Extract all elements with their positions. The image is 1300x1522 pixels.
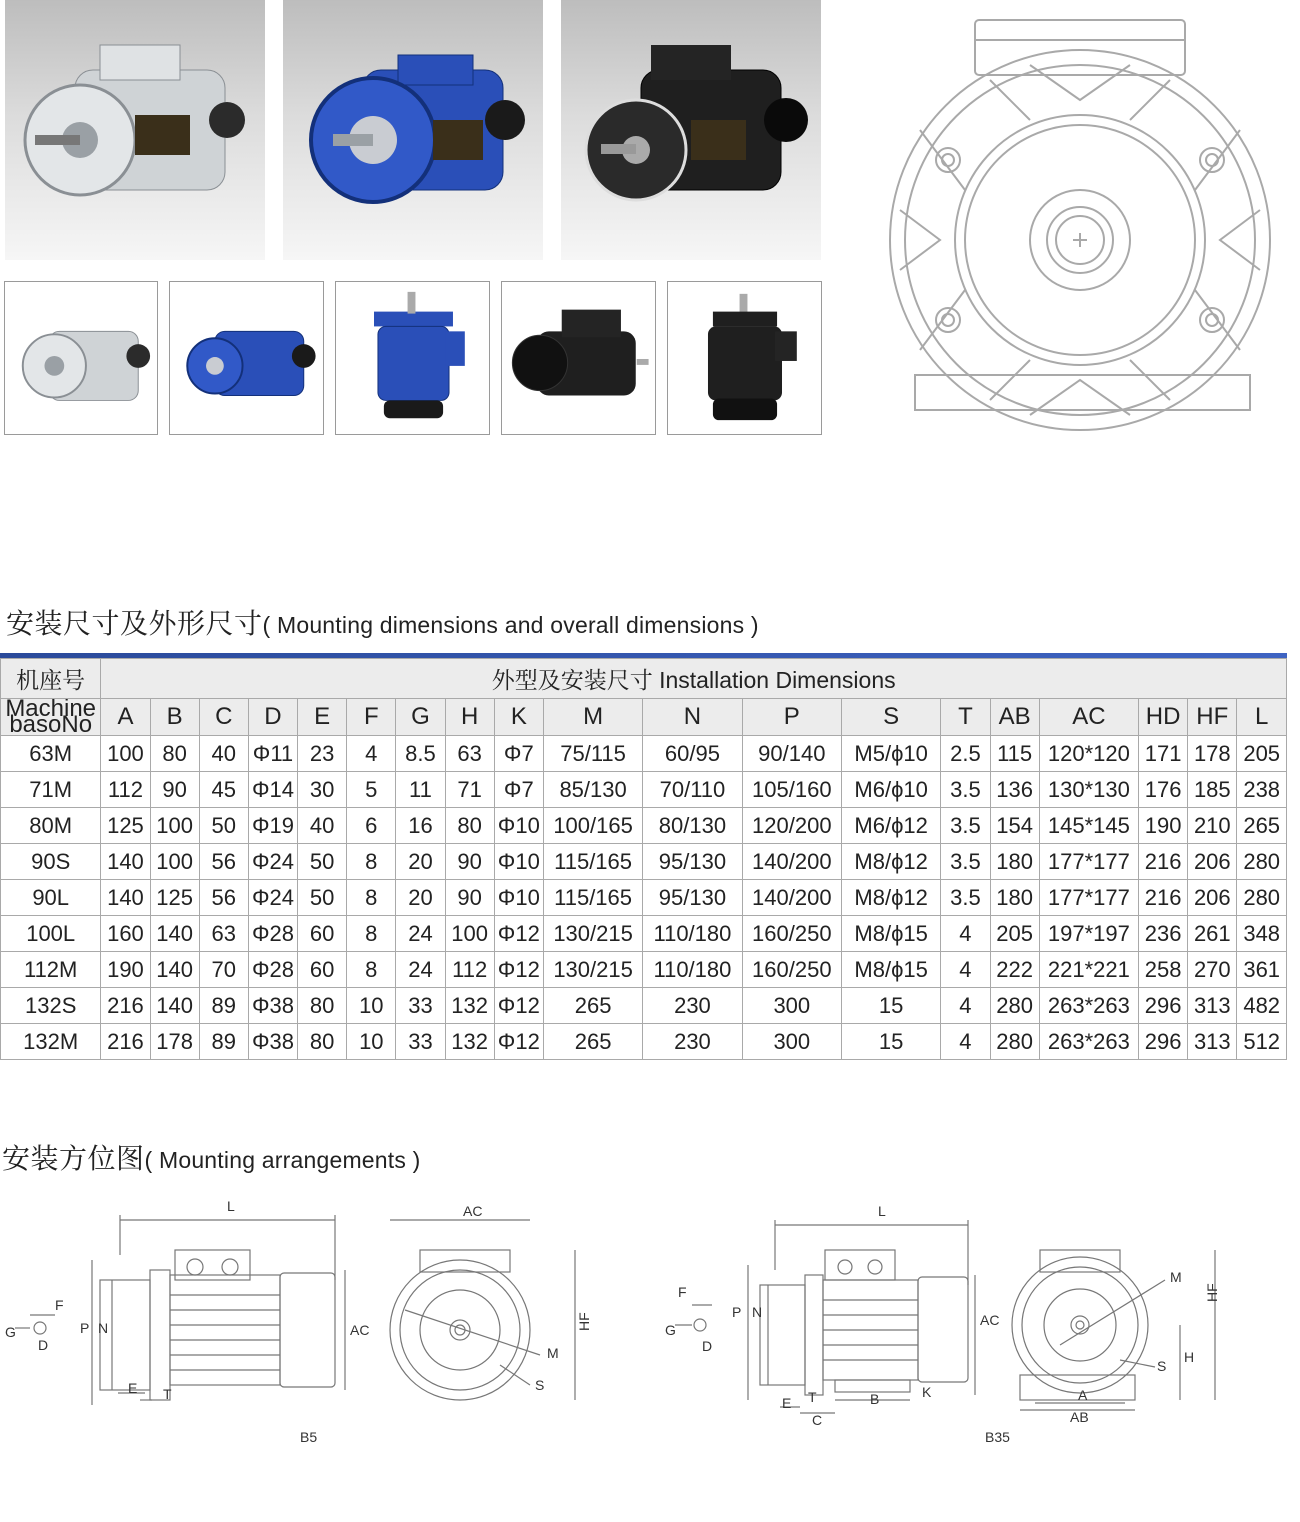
motor-thumb-4 [501,281,656,435]
dimension-cell: 11 [396,772,445,808]
dimension-cell: 482 [1237,988,1287,1024]
dimension-cell: 100 [445,916,494,952]
dimension-cell: 24 [396,916,445,952]
dimension-cell: Φ12 [494,988,543,1024]
dimension-cell: 8 [347,952,396,988]
dimension-cell: 180 [990,880,1039,916]
arrangements-title-cn: 安装方位图 [2,1143,145,1174]
machine-frame-cell: 90S [1,844,101,880]
dimension-cell: 216 [1139,880,1188,916]
dimension-cell: Φ12 [494,952,543,988]
dimension-cell: 90 [445,880,494,916]
dimension-cell: 140/200 [742,880,841,916]
dimension-cell: 160 [101,916,150,952]
blue-motor-image [283,0,543,260]
b35-caption: B35 [985,1429,1010,1445]
dimension-cell: Φ12 [494,916,543,952]
blue-motor-thumb-image [170,282,323,434]
dimension-cell: Φ10 [494,880,543,916]
dimension-cell: 110/180 [643,916,742,952]
table-row [1,952,1287,988]
dimension-cell: 177*177 [1039,880,1138,916]
column-header-f: F [347,699,396,736]
aluminium-motor-image [5,0,265,260]
b35-label-H: H [1184,1349,1195,1365]
b35-label-HF: HF [1204,1283,1220,1302]
column-header-ac: AC [1039,699,1138,736]
b35-label-F: F [678,1284,687,1300]
table-row [1,736,1287,772]
column-header-k: K [494,699,543,736]
b5-label-D: D [38,1337,49,1353]
dimension-cell: Φ12 [494,1024,543,1060]
dimension-cell: 20 [396,844,445,880]
b5-label-M: M [547,1345,559,1361]
dimension-cell: 130/215 [543,952,642,988]
spec-table [0,658,1287,1060]
b35-label-S: S [1157,1358,1167,1374]
dimension-cell: 100/165 [543,808,642,844]
dimension-cell: 33 [396,988,445,1024]
column-header-c: C [199,699,248,736]
machine-frame-cell: 71M [1,772,101,808]
dimension-cell: 348 [1237,916,1287,952]
table-row [1,844,1287,880]
machine-frame-cell: 132S [1,988,101,1024]
dimension-cell: 154 [990,808,1039,844]
dimension-cell: M8/ϕ15 [841,952,940,988]
dimension-cell: 280 [990,1024,1039,1060]
dimension-cell: 40 [199,736,248,772]
dimension-cell: 238 [1237,772,1287,808]
machine-frame-cell: 112M [1,952,101,988]
dimension-cell: 236 [1139,916,1188,952]
dimension-cell: 296 [1139,1024,1188,1060]
motor-thumb-2 [169,281,324,435]
b35-label-E: E [782,1395,792,1411]
dimension-cell: 300 [742,1024,841,1060]
dimension-cell: 120*120 [1039,736,1138,772]
column-header-n: N [643,699,742,736]
dimension-cell: Φ28 [248,916,297,952]
dimension-cell: 80 [150,736,199,772]
dimension-cell: 132 [445,1024,494,1060]
table-row [1,1024,1287,1060]
dimension-cell: 90/140 [742,736,841,772]
dimension-cell: 125 [101,808,150,844]
machine-frame-cell: 90L [1,880,101,916]
column-header-e: E [298,699,347,736]
black-motor-thumb-image [502,282,655,434]
dimension-cell: 89 [199,988,248,1024]
b35-label-AC-side: AC [980,1312,1000,1328]
dimension-cell: 171 [1139,736,1188,772]
b5-label-E: E [128,1380,138,1396]
dimension-cell: 4 [941,916,990,952]
column-header-h: H [445,699,494,736]
dimension-cell: 100 [150,844,199,880]
b5-label-F: F [55,1297,64,1313]
dimension-cell: 8 [347,844,396,880]
dimension-cell: 130/215 [543,916,642,952]
column-header-m: M [543,699,642,736]
dimension-cell: 140 [150,916,199,952]
column-header-hd: HD [1139,699,1188,736]
dimension-cell: 4 [347,736,396,772]
machine-frame-cell: 100L [1,916,101,952]
dimension-cell: 136 [990,772,1039,808]
dimension-cell: 50 [298,880,347,916]
b35-label-AB: AB [1070,1409,1089,1425]
dimension-cell: 177*177 [1039,844,1138,880]
dimension-cell: 216 [1139,844,1188,880]
motor-photo-3 [561,0,821,260]
b35-label-M: M [1170,1269,1182,1285]
dimension-cell: 8 [347,880,396,916]
column-header-s: S [841,699,940,736]
dimension-cell: 265 [543,1024,642,1060]
dimension-cell: Φ28 [248,952,297,988]
dimension-cell: 178 [1188,736,1237,772]
dimension-cell: 205 [990,916,1039,952]
b5-label-S: S [535,1377,545,1393]
dimension-cell: Φ38 [248,988,297,1024]
dimension-cell: 4 [941,988,990,1024]
b35-label-L: L [878,1203,886,1219]
dimension-cell: M8/ϕ15 [841,916,940,952]
dimension-cell: Φ14 [248,772,297,808]
dimension-cell: 8 [347,916,396,952]
dimension-cell: 4 [941,952,990,988]
dimension-cell: 60 [298,916,347,952]
dimension-cell: Φ11 [248,736,297,772]
dimension-cell: 258 [1139,952,1188,988]
machine-frame-cell: 63M [1,736,101,772]
dimension-cell: 8.5 [396,736,445,772]
dimension-cell: 105/160 [742,772,841,808]
dimension-cell: 120/200 [742,808,841,844]
dimension-cell: 176 [1139,772,1188,808]
column-header-row [1,699,1287,736]
b35-front-view [985,1250,1220,1445]
b5-label-N: N [98,1320,109,1336]
dimension-cell: 3.5 [941,808,990,844]
dimension-cell: 197*197 [1039,916,1138,952]
b35-label-G: G [665,1322,676,1338]
dimension-cell: 296 [1139,988,1188,1024]
motor-thumb-5 [667,281,822,435]
dimension-cell: 185 [1188,772,1237,808]
b35-label-N: N [752,1304,763,1320]
dimension-cell: Φ7 [494,772,543,808]
dimension-cell: 50 [199,808,248,844]
dimension-cell: 361 [1237,952,1287,988]
b35-label-C: C [812,1412,823,1428]
column-header-g: G [396,699,445,736]
dimension-cell: 222 [990,952,1039,988]
arrangements-title-en: ( Mounting arrangements ) [144,1147,421,1173]
dimension-cell: 3.5 [941,844,990,880]
dimension-cell: 60 [298,952,347,988]
dimension-cell: 313 [1188,988,1237,1024]
dimension-cell: 263*263 [1039,1024,1138,1060]
dimension-cell: 90 [150,772,199,808]
dimension-cell: 60/95 [643,736,742,772]
dimension-cell: 130*130 [1039,772,1138,808]
dimension-cell: 110/180 [643,952,742,988]
dimension-cell: 263*263 [1039,988,1138,1024]
dimension-cell: 56 [199,880,248,916]
dimension-cell: 90 [445,844,494,880]
dimension-cell: 6 [347,808,396,844]
dimension-cell: 140 [101,880,150,916]
motor-thumb-1 [4,281,158,435]
dimension-cell: 80 [445,808,494,844]
b5-label-G: G [5,1324,16,1340]
dimension-cell: 190 [101,952,150,988]
dimension-cell: Φ19 [248,808,297,844]
dimension-cell: 45 [199,772,248,808]
dimension-cell: 5 [347,772,396,808]
dimension-cell: 221*221 [1039,952,1138,988]
dimension-cell: 63 [199,916,248,952]
dimension-cell: 216 [101,988,150,1024]
dimension-cell: 230 [643,988,742,1024]
dimension-cell: 3.5 [941,772,990,808]
b35-label-A: A [1078,1387,1088,1403]
dimension-cell: 512 [1237,1024,1287,1060]
machine-frame-cell: 132M [1,1024,101,1060]
dimension-cell: 50 [298,844,347,880]
dimension-cell: 80 [298,1024,347,1060]
b5-front-view [300,1203,592,1445]
dimension-cell: 261 [1188,916,1237,952]
installation-dimensions-table [0,653,1287,1060]
header-machine-seat: 机座号 [1,659,101,699]
dimension-cell: 265 [1237,808,1287,844]
dimensions-title-en: ( Mounting dimensions and overall dimensions ) [262,612,759,638]
dimension-cell: 115/165 [543,844,642,880]
dimension-cell: 115/165 [543,880,642,916]
dimension-cell: 40 [298,808,347,844]
blue-vertical-motor-thumb-image [336,282,489,434]
dimension-cell: 160/250 [742,952,841,988]
b5-side-view [5,1198,369,1405]
motor-photo-1 [5,0,265,260]
dimension-cell: 56 [199,844,248,880]
dimension-cell: 95/130 [643,844,742,880]
dimension-cell: 206 [1188,880,1237,916]
dimension-cell: 10 [347,1024,396,1060]
dimension-cell: 190 [1139,808,1188,844]
b5-label-AC-side: AC [350,1322,370,1338]
b35-label-P: P [732,1304,742,1320]
dimension-cell: 85/130 [543,772,642,808]
dimension-cell: 4 [941,1024,990,1060]
dimensions-section-title [6,602,759,642]
dimension-cell: Φ24 [248,844,297,880]
motor-flange-line-drawing [880,10,1285,465]
machine-frame-cell: 80M [1,808,101,844]
b5-label-HF: HF [576,1312,592,1331]
table-body [1,736,1287,1060]
dimension-cell: 2.5 [941,736,990,772]
dimension-cell: 132 [445,988,494,1024]
table-row [1,880,1287,916]
column-header-l: L [1237,699,1287,736]
motor-photo-2 [283,0,543,260]
dimension-cell: 125 [150,880,199,916]
b35-label-K: K [922,1384,932,1400]
dimension-cell: 112 [445,952,494,988]
dimension-cell: 206 [1188,844,1237,880]
table-row [1,772,1287,808]
header-machine-baso-no: Machine basoNo [1,699,101,736]
dimension-cell: 70/110 [643,772,742,808]
dimension-cell: M8/ϕ12 [841,880,940,916]
dimension-cell: 313 [1188,1024,1237,1060]
dimension-cell: 24 [396,952,445,988]
dimension-cell: 280 [1237,844,1287,880]
dimension-cell: 20 [396,880,445,916]
dimension-cell: 15 [841,1024,940,1060]
dimension-cell: 140/200 [742,844,841,880]
column-header-hf: HF [1188,699,1237,736]
b35-label-T: T [808,1389,817,1405]
table-row [1,988,1287,1024]
mounting-arrangement-drawings [0,1185,1300,1460]
dimension-cell: 280 [990,988,1039,1024]
dimension-cell: 270 [1188,952,1237,988]
b5-label-AC-top: AC [463,1203,483,1219]
dimension-cell: 140 [150,988,199,1024]
motor-thumb-3 [335,281,490,435]
dimension-cell: Φ38 [248,1024,297,1060]
column-header-d: D [248,699,297,736]
aluminium-motor-thumb-image [5,282,157,434]
dimension-cell: 160/250 [742,916,841,952]
table-row [1,916,1287,952]
dimension-cell: 112 [101,772,150,808]
dimension-cell: 70 [199,952,248,988]
column-header-a: A [101,699,150,736]
b5-caption: B5 [300,1429,318,1445]
dimension-cell: M6/ϕ12 [841,808,940,844]
dimension-cell: 16 [396,808,445,844]
dimension-cell: 210 [1188,808,1237,844]
dimension-cell: 100 [150,808,199,844]
dimension-cell: 89 [199,1024,248,1060]
column-header-p: P [742,699,841,736]
dimension-cell: 100 [101,736,150,772]
dimension-cell: 30 [298,772,347,808]
b35-label-B: B [870,1391,880,1407]
column-header-t: T [941,699,990,736]
dimension-cell: Φ10 [494,844,543,880]
dimension-cell: 33 [396,1024,445,1060]
dimension-cell: 180 [990,844,1039,880]
dimension-cell: 205 [1237,736,1287,772]
dimension-cell: 63 [445,736,494,772]
column-header-b: B [150,699,199,736]
dimension-cell: 178 [150,1024,199,1060]
table-row [1,808,1287,844]
dimension-cell: 95/130 [643,880,742,916]
dimension-cell: 80 [298,988,347,1024]
b5-label-L: L [227,1198,235,1214]
dimension-cell: 15 [841,988,940,1024]
dimension-cell: 265 [543,988,642,1024]
dimension-cell: 280 [1237,880,1287,916]
dimension-cell: Φ10 [494,808,543,844]
b35-label-D: D [702,1338,713,1354]
dimension-cell: Φ24 [248,880,297,916]
dimension-cell: 23 [298,736,347,772]
b5-label-T: T [163,1386,172,1402]
dimension-cell: Φ7 [494,736,543,772]
dimension-cell: 75/115 [543,736,642,772]
dimension-cell: 145*145 [1039,808,1138,844]
dimension-cell: 216 [101,1024,150,1060]
dimension-cell: 140 [101,844,150,880]
dimension-cell: 71 [445,772,494,808]
arrangements-section-title [2,1137,421,1177]
dimension-cell: 230 [643,1024,742,1060]
dimension-cell: 140 [150,952,199,988]
header-installation-dimensions: 外型及安装尺寸 Installation Dimensions [101,659,1287,699]
column-header-ab: AB [990,699,1039,736]
dimension-cell: M6/ϕ10 [841,772,940,808]
dimension-cell: 10 [347,988,396,1024]
dimensions-title-cn: 安装尺寸及外形尺寸 [6,608,263,639]
black-vertical-motor-thumb-image [668,282,821,434]
dimension-cell: M5/ϕ10 [841,736,940,772]
dimension-cell: 80/130 [643,808,742,844]
dimension-cell: M8/ϕ12 [841,844,940,880]
dimension-cell: 300 [742,988,841,1024]
b35-side-view [665,1203,999,1428]
dimension-cell: 3.5 [941,880,990,916]
dimension-cell: 115 [990,736,1039,772]
black-motor-image [561,0,821,260]
b5-label-P: P [80,1320,90,1336]
